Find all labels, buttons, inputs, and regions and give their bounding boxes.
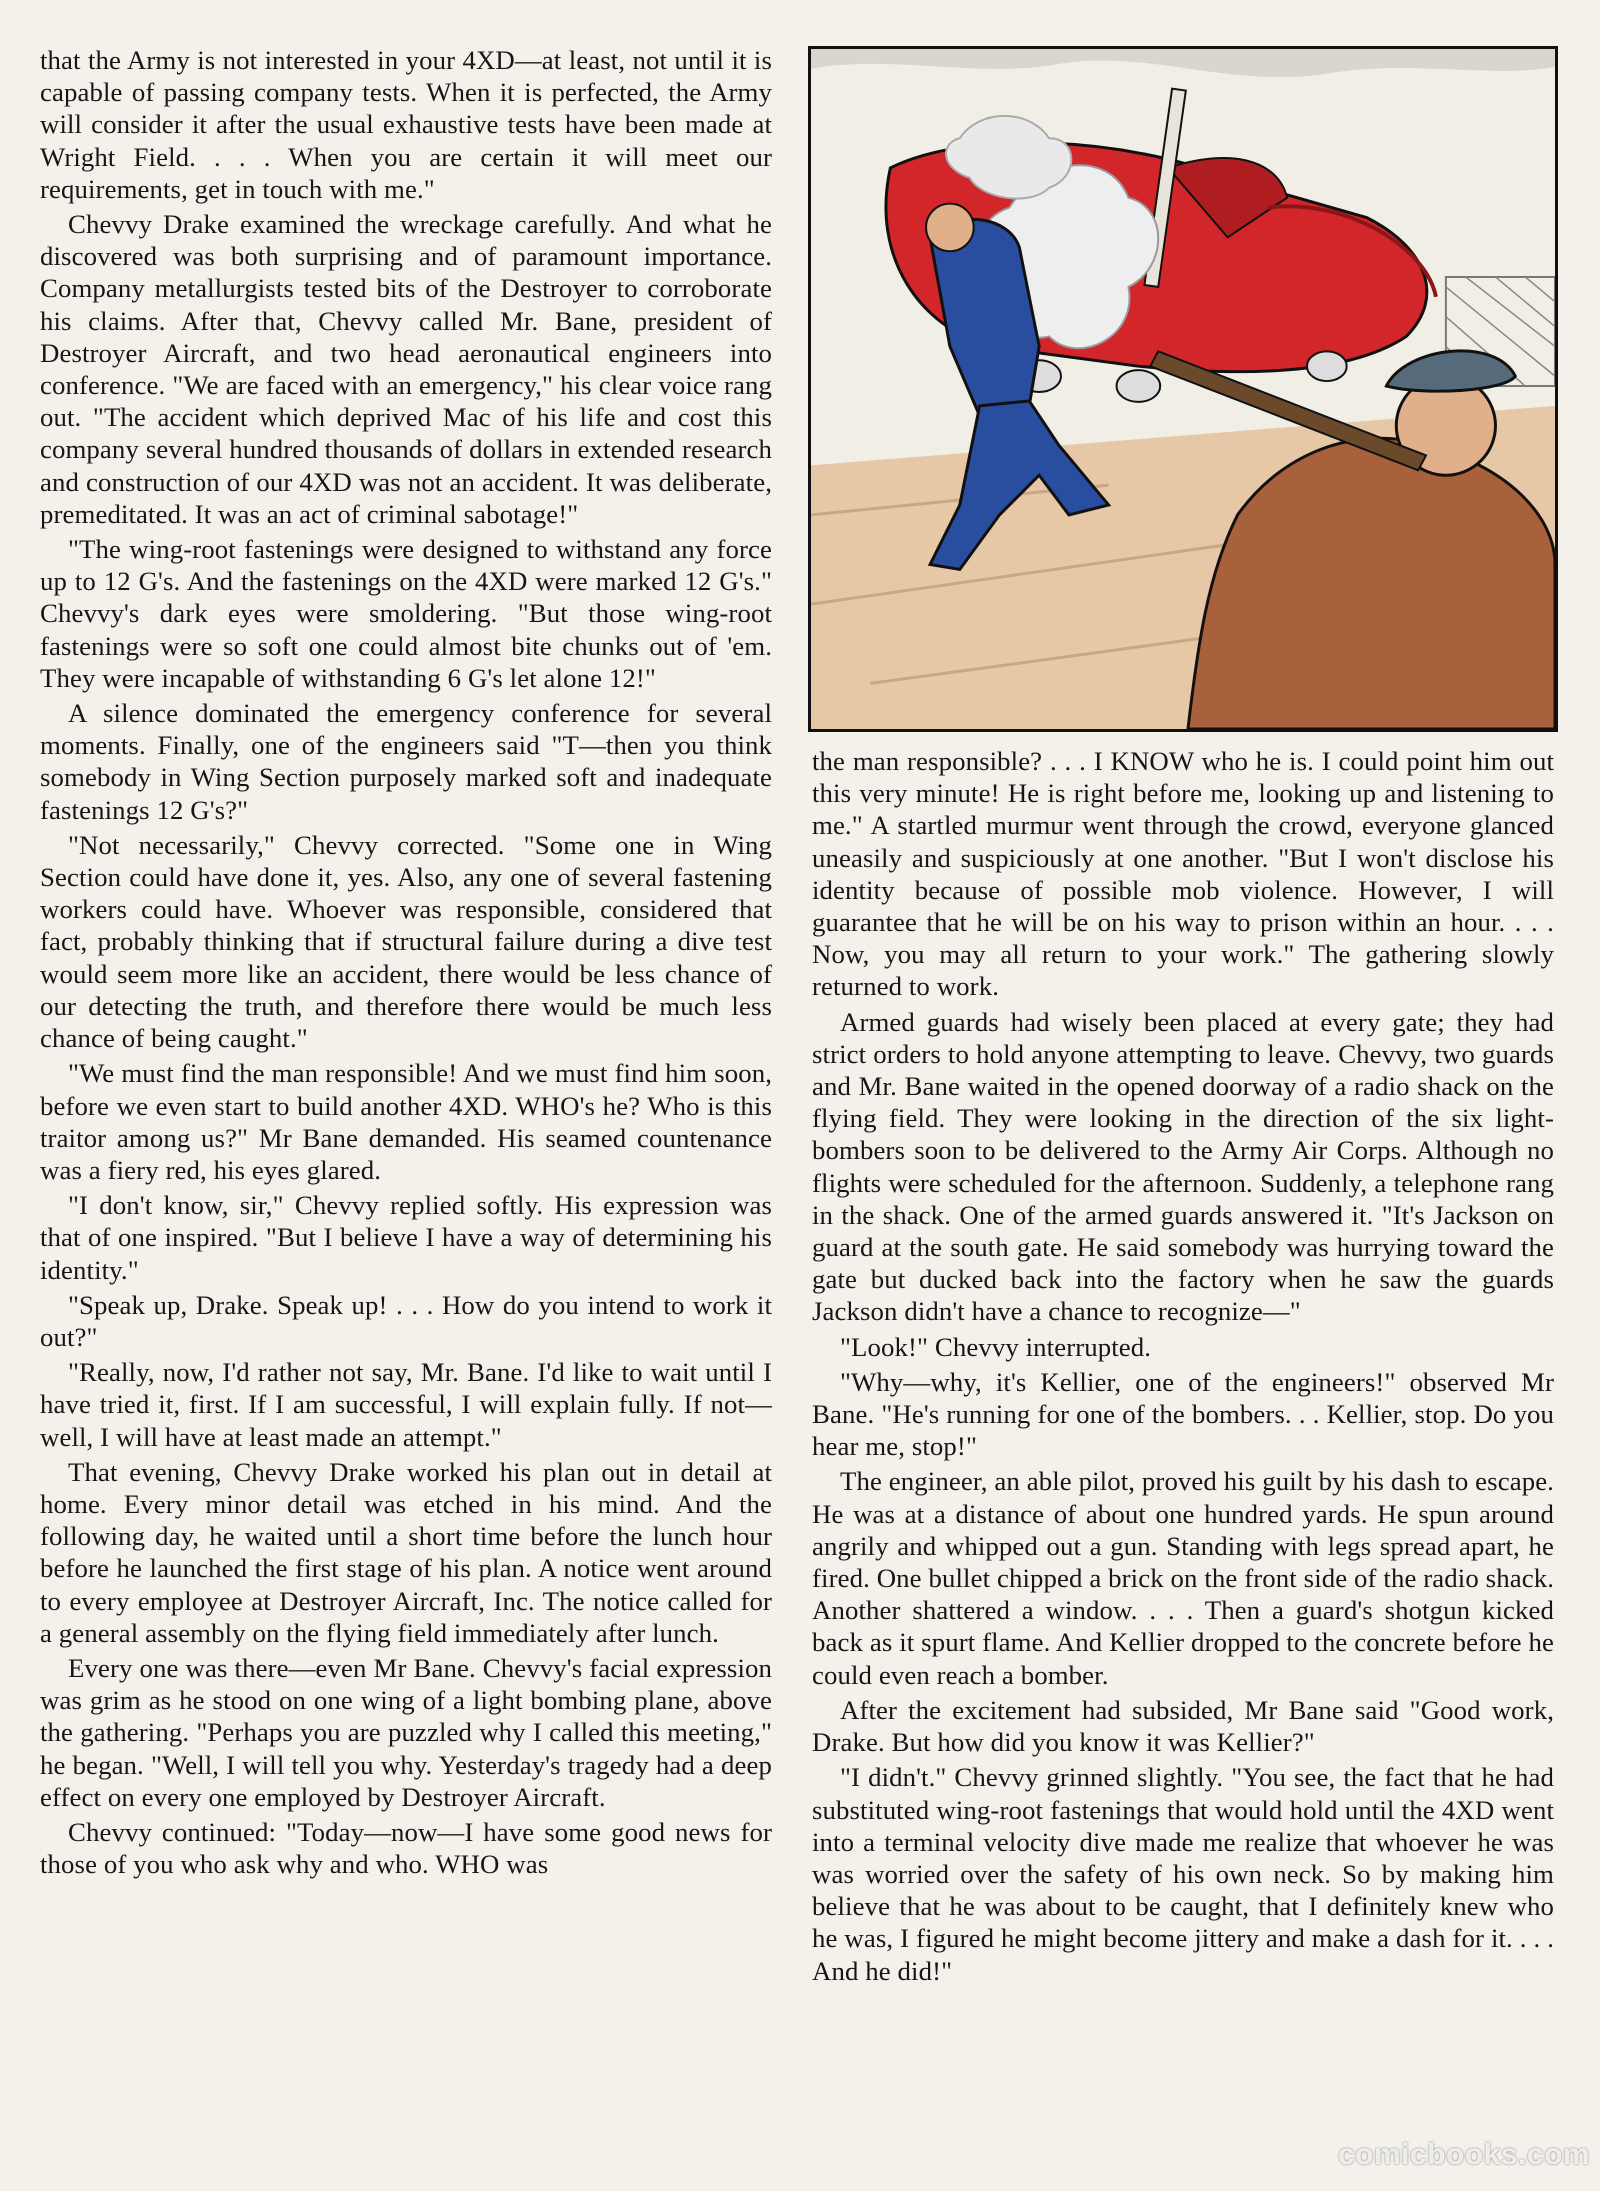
paragraph: The engineer, an able pilot, proved his guilt by his dash to escape. He was at a distance of about one hundred yards. He spun around angrily and whipped out a gun. Standing with legs spread apart, he fired. One bullet chipped a brick on the front side of the radio shack. Another shattered a window. . . . Then a guard's shotgun kicked back as it spurt flame. And Kellier dropped to the concrete before he could even reach a bomber. xyxy=(812,1466,1554,1690)
paragraph: "Speak up, Drake. Speak up! . . . How do you intend to work it out?" xyxy=(40,1289,772,1352)
shooting-scene-illustration xyxy=(811,49,1555,729)
paragraph: After the excitement had subsided, Mr Bane said "Good work, Drake. But how did you know it was Kellier?" xyxy=(812,1694,1554,1758)
paragraph: "Not necessarily," Chevvy corrected. "Some one in Wing Section could have done it, yes. Also, any one of several fastening workers could have. Whoever was responsible, considered that fact, probably thinking that if structural failure during a dive test would seem more like an accident, there would be less chance of our detecting the truth, and therefore there would be much less chance of being caught." xyxy=(40,829,772,1054)
paragraph: Chevvy Drake examined the wreckage carefully. And what he discovered was both surprising and of paramount importance. Company metallurgists tested bits of the Destroyer to corroborate his claims. After that, Chevvy called Mr. Bane, president of Destroyer Aircraft, and two head aeronautical engineers into conference. "We are faced with an emergency," his clear voice rang out. "The accident which deprived Mac of his life and cost this company several hundred thousands of dollars in extended research and construction of our 4XD was not an accident. It was deliberate, premeditated. It was an act of criminal sabotage!" xyxy=(40,209,772,529)
wheel xyxy=(1117,370,1161,402)
paragraph: that the Army is not interested in your 4XD—at least, not until it is capable of passing company tests. When it is perfected, the Army will consider it after the usual exhaustive tests have been made at Wright Field. . . . When you are certain it will meet our requirements, get in touch with me." xyxy=(40,45,772,204)
paragraph: That evening, Chevvy Drake worked his plan out in detail at home. Every minor detail was etched in his mind. And the following day, he waited until a short time before the lunch hour before he launched the first stage of his plan. A notice went around to every employee at Destroyer Aircraft, Inc. The notice called for a general assembly on the flying field immediately after lunch. xyxy=(40,1456,772,1648)
right-text-column xyxy=(812,745,1554,1987)
paragraph: the man responsible? . . . I KNOW who he is. I could point him out this very minute! He is right before me, looking up and listening to me." A startled murmur went through the crowd, everyone glanced uneasily and suspiciously at one another. "But I won't disclose his identity because of possible mob violence. However, I will guarantee that he will be on his way to prison within an hour. . . . Now, you may all return to your work." The gathering slowly returned to work. xyxy=(812,746,1554,1002)
paragraph: "I don't know, sir," Chevvy replied softly. His expression was that of one inspired. "But I believe I have a way of determining his identity." xyxy=(40,1190,772,1285)
falling-man-head xyxy=(926,204,974,252)
left-text-column xyxy=(40,44,772,1880)
paragraph: "Really, now, I'd rather not say, Mr. Bane. I'd like to wait until I have tried it, first. If I am successful, I will explain fully. If not—well, I will have at least made an attempt." xyxy=(40,1357,772,1452)
paragraph: "The wing-root fastenings were designed to withstand any force up to 12 G's. And the fastenings on the 4XD were marked 12 G's." Chevvy's dark eyes were smoldering. "But those wing-root fastenings were so soft one could almost bite chunks out of 'em. They were incapable of withstanding 6 G's let alone 12!" xyxy=(40,534,772,693)
paragraph: "Look!" Chevvy interrupted. xyxy=(840,1331,1152,1362)
paragraph: A silence dominated the emergency conference for several moments. Finally, one of the engineers said "T—then you think somebody in Wing Section purposely marked soft and inadequate fastenings 12 G's?" xyxy=(40,698,772,825)
wheel xyxy=(1307,351,1347,381)
paragraph: Chevvy continued: "Today—now—I have some good news for those of you who ask why and who. WHO was xyxy=(40,1816,772,1880)
paragraph: "I didn't." Chevvy grinned slightly. "You see, the fact that he had substituted wing-root fastenings that would hold until the 4XD went into a terminal velocity dive made me realize that whoever he was was worried over the safety of his own neck. So by making him believe that he was about to be caught, that I definitely knew who he was, I figured he might become jittery and make a dash for it. . . . And he did!" xyxy=(812,1762,1554,1986)
illustration-panel xyxy=(808,46,1558,732)
paragraph: "We must find the man responsible! And we must find him soon, before we even start to build another 4XD. WHO's he? Who is this traitor among us?" Mr Bane demanded. His seamed countenance was a fiery red, his eyes glared. xyxy=(40,1058,772,1185)
paragraph: Every one was there—even Mr Bane. Chevvy's facial expression was grim as he stood on one wing of a light bombing plane, above the gathering. "Perhaps you are puzzled why I called this meeting," he began. "Well, I will tell you why. Yesterday's tragedy had a deep effect on every one employed by Destroyer Aircraft. xyxy=(40,1652,772,1812)
site-watermark: comicbooks.com xyxy=(1338,2138,1591,2171)
paragraph: Armed guards had wisely been placed at every gate; they had strict orders to hold anyone attempting to leave. Chevvy, two guards and Mr. Bane waited in the opened doorway of a radio shack on the flying field. They were looking in the direction of the six light-bombers soon to be delivered to the Army Air Corps. Although no flights were scheduled for the afternoon. Suddenly, a telephone rang in the shack. One of the armed guards answered it. "It's Jackson on guard at the south gate. He said somebody was hurrying toward the gate but ducked back into the factory when he saw the guards Jackson didn't have a chance to recognize—" xyxy=(812,1006,1554,1327)
paragraph: "Why—why, it's Kellier, one of the engineers!" observed Mr Bane. "He's running for one of the bombers. . . Kellier, stop. Do you hear me, stop!" xyxy=(812,1366,1554,1462)
